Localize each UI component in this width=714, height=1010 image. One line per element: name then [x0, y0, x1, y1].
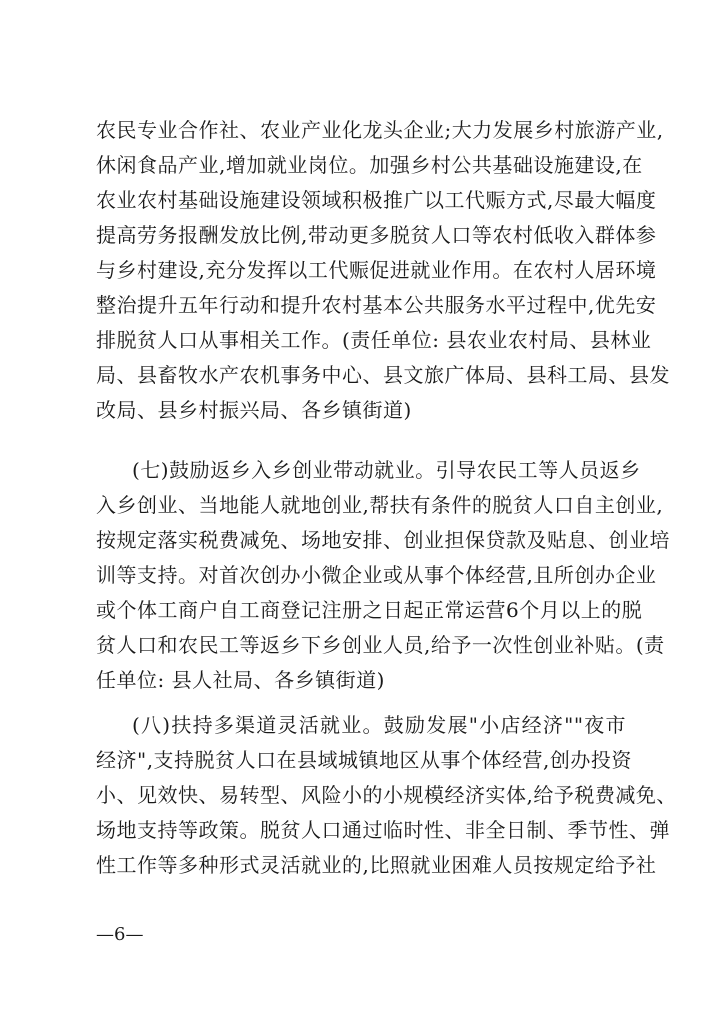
- body-line-18: 经济",支持脱贫人口在县域城镇地区从事个体经营,创办投资: [96, 748, 632, 772]
- body-line-16: 任单位: 县人社局、各乡镇街道): [96, 668, 385, 692]
- body-line-9: 改局、县乡村振兴局、各乡镇街道): [96, 398, 412, 422]
- body-line-2: 休闲食品产业,增加就业岗位。加强乡村公共基础设施建设,在: [96, 153, 643, 177]
- body-line-11: 入乡创业、当地能人就地创业,帮扶有条件的脱贫人口自主创业,: [96, 493, 664, 517]
- section-8-heading-line: (八)扶持多渠道灵活就业。鼓励发展"小店经济""夜市: [132, 713, 626, 737]
- body-line-1: 农民专业合作社、农业产业化龙头企业;大力发展乡村旅游产业,: [96, 118, 664, 142]
- body-line-7: 排脱贫人口从事相关工作。(责任单位: 县农业农村局、县林业: [96, 328, 652, 352]
- body-line-4: 提高劳务报酬发放比例,带动更多脱贫人口等农村低收入群体参: [96, 223, 657, 247]
- body-line-19: 小、见效快、易转型、风险小的小规模经济实体,给予税费减免、: [96, 783, 677, 807]
- body-line-20: 场地支持等政策。脱贫人口通过临时性、非全日制、季节性、弹: [96, 818, 670, 842]
- body-line-21: 性工作等多种形式灵活就业的,比照就业困难人员按规定给予社: [96, 853, 657, 877]
- page-number: —6—: [96, 924, 144, 945]
- body-line-3: 农业农村基础设施建设领域积极推广以工代赈方式,尽最大幅度: [96, 188, 657, 212]
- body-line-5: 与乡村建设,充分发挥以工代赈促进就业作用。在农村人居环境: [96, 258, 657, 282]
- body-line-6: 整治提升五年行动和提升农村基本公共服务水平过程中,优先安: [96, 293, 657, 317]
- body-line-13: 训等支持。对首次创办小微企业或从事个体经营,且所创办企业: [96, 563, 657, 587]
- body-line-14: 或个体工商户自工商登记注册之日起正常运营6个月以上的脱: [96, 598, 643, 622]
- section-7-heading-line: (七)鼓励返乡入乡创业带动就业。引导农民工等人员返乡: [132, 458, 641, 482]
- body-line-12: 按规定落实税费减免、场地安排、创业担保贷款及贴息、创业培: [96, 528, 670, 552]
- body-line-8: 局、县畜牧水产农机事务中心、县文旅广体局、县科工局、县发: [96, 363, 670, 387]
- body-line-15: 贫人口和农民工等返乡下乡创业人员,给予一次性创业补贴。(责: [96, 633, 665, 657]
